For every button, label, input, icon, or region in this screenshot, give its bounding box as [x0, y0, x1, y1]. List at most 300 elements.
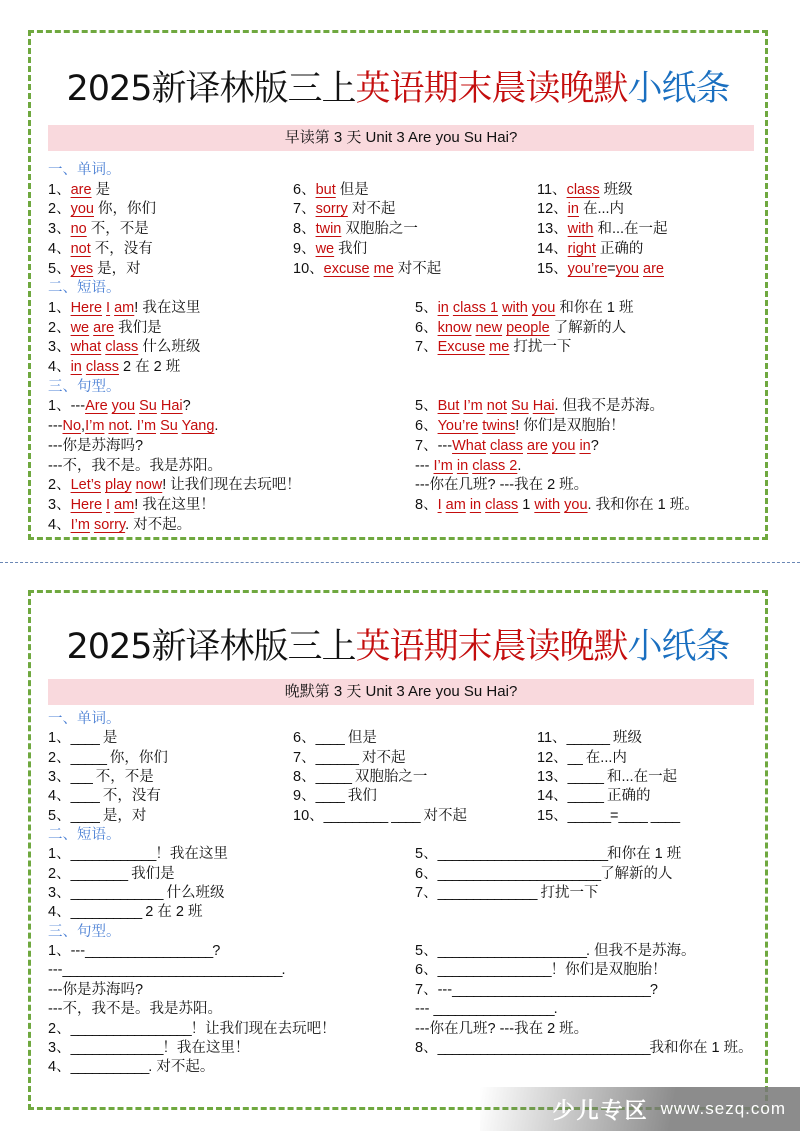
phrases-column [48, 845, 415, 922]
item-text: 什么班级 [138, 339, 201, 356]
item-text: --- [48, 418, 63, 435]
answer-blank: _____________ [70, 1039, 163, 1056]
answer-word: but [315, 181, 336, 198]
item-text: ！你们是双胞胎！ [550, 962, 667, 979]
answer-word: What [452, 437, 486, 454]
item-text: 8、 [293, 221, 316, 238]
title-black: 2025新译林版三上 [66, 627, 356, 667]
answer-word: new [475, 319, 503, 336]
item-text: ! 让我们现在去玩吧！ [162, 477, 301, 494]
item-text: 2 在 2 班 [118, 359, 181, 376]
answer-blank: ________ [70, 865, 128, 882]
words-column [48, 181, 293, 280]
item-text: 正确的 [602, 788, 651, 805]
item-text: . 对不起。 [125, 516, 192, 533]
morning-reading-card [28, 30, 768, 540]
item-text: ---你是苏海吗? [48, 437, 144, 454]
answer-word: you [552, 437, 576, 454]
item-text: 6、 [293, 730, 316, 747]
words-column [293, 181, 537, 280]
answer-word: in [70, 359, 82, 376]
item-text: . [214, 418, 219, 435]
item-text: 6、 [415, 962, 438, 979]
item-text: 4、 [48, 788, 71, 805]
word-item [537, 240, 668, 260]
item-text: 是，对 [93, 260, 141, 277]
sentence-item [48, 516, 415, 536]
word-item [48, 807, 293, 826]
item-text: 对不起 [419, 807, 468, 824]
sentence-item [48, 961, 415, 980]
item-text: --- [415, 1001, 434, 1018]
answer-word: class [85, 359, 119, 376]
answer-blank: _____________________ [437, 943, 586, 960]
item-text: 打扰一下 [509, 339, 572, 356]
answer-word: now [135, 477, 163, 494]
item-text: 你，你们 [93, 201, 156, 218]
item-text: 13、 [537, 221, 568, 238]
section-heading: 二、短语。 [48, 827, 121, 844]
answer-word: in [437, 299, 449, 316]
sentence-item [48, 1058, 415, 1077]
item-text: 我和你在 1 班。 [649, 1039, 753, 1056]
answer-word: we [70, 319, 90, 336]
word-item [293, 220, 537, 240]
item-text: 1、--- [48, 943, 86, 960]
answer-word: people [506, 319, 550, 336]
card-content [48, 710, 758, 1078]
sentence-item [415, 437, 699, 457]
item-text: 正确的 [595, 240, 644, 257]
item-text: . 对不起。 [148, 1059, 215, 1076]
sentences-grid [48, 397, 758, 535]
answer-word: But [437, 398, 460, 415]
answer-blank: _____ [567, 788, 603, 805]
answer-word: with [534, 496, 561, 513]
item-text: 1 [518, 496, 535, 513]
item-text: 15、 [537, 807, 568, 824]
item-text: 8、 [415, 496, 438, 513]
answer-blank: ____________ [70, 846, 156, 863]
phrase-item [415, 299, 633, 319]
item-text: . [128, 418, 137, 435]
answer-word: me [373, 260, 394, 277]
item-text: 1、 [48, 299, 71, 316]
item-text: ! 你们是双胞胎！ [515, 418, 625, 435]
item-text: 5、 [415, 398, 438, 415]
item-text: 14、 [537, 788, 568, 805]
item-text: 双胞胎之一 [341, 221, 418, 238]
item-text: 和...在一起 [593, 221, 668, 238]
item-text: 6、 [293, 181, 316, 198]
answer-blank: ______ [567, 807, 611, 824]
item-text: 和你在 1 班 [555, 299, 634, 316]
phrase-item [48, 884, 415, 903]
word-item [537, 200, 668, 220]
answer-word: in [469, 496, 482, 513]
item-text: . [281, 962, 286, 979]
words-grid [48, 181, 758, 280]
answer-blank: ______________________________ [437, 1039, 650, 1056]
answer-blank: _______________________ [437, 865, 601, 882]
phrase-item [415, 884, 681, 903]
sentences-column [48, 397, 415, 535]
item-text: 1、 [48, 846, 71, 863]
item-text: 4、 [48, 1059, 71, 1076]
item-text: 1、--- [48, 398, 86, 415]
answer-word: you [531, 299, 556, 316]
answer-word: twin [315, 221, 342, 238]
item-text: 5、 [415, 846, 438, 863]
item-text: 5、 [415, 943, 438, 960]
answer-blank: __________________ [85, 943, 213, 960]
answer-blank: ______ [566, 730, 609, 747]
item-text: ---不，我不是。我是苏阳。 [48, 1001, 222, 1018]
answer-blank: _____ [70, 749, 106, 766]
word-item [293, 181, 537, 201]
answer-word: know [437, 319, 472, 336]
item-text: 7、 [415, 885, 438, 902]
item-text: 2、 [48, 1020, 71, 1037]
answer-word: class [489, 437, 523, 454]
answer-blank: ____ [618, 807, 647, 824]
section-heading: 三、句型。 [48, 923, 121, 940]
word-item [537, 807, 679, 826]
answer-word: are [527, 437, 548, 454]
answer-blank: _________ [323, 807, 388, 824]
item-text: ---你在几班? ---我在 2 班。 [415, 477, 589, 494]
sentence-item [415, 1020, 753, 1039]
word-item [537, 749, 679, 768]
phrase-item [48, 358, 415, 378]
sentence-item [48, 1039, 415, 1058]
answer-word: Su [510, 398, 529, 415]
answer-word: no [70, 221, 87, 238]
item-text: 8、 [293, 769, 316, 786]
answer-blank: ____ [70, 788, 99, 805]
item-text: 7、 [293, 749, 316, 766]
item-text: . 但我不是苏海。 [585, 943, 696, 960]
word-item [537, 181, 668, 201]
card-title [31, 61, 765, 111]
item-text: 3、 [48, 769, 71, 786]
sentence-item [415, 457, 699, 477]
item-text: 2、 [48, 319, 71, 336]
answer-word: am [114, 299, 135, 316]
watermark-logo-text: 少儿专区 [552, 1098, 649, 1124]
answer-word: excuse [323, 260, 370, 277]
phrases-column [48, 299, 415, 378]
answer-blank: __ [567, 749, 582, 766]
sentence-item [48, 417, 415, 437]
watermark [480, 1087, 800, 1131]
answer-blank: _________________ [70, 1020, 191, 1037]
answer-blank: ____ [391, 807, 420, 824]
sentence-item [415, 1039, 753, 1058]
sentences-column [48, 942, 415, 1077]
word-item [537, 768, 679, 787]
answer-word: I [106, 299, 111, 316]
answer-word: Su [139, 398, 157, 415]
item-text: . 但我不是苏海。 [554, 398, 665, 415]
answer-word: class [105, 339, 139, 356]
phrases-grid [48, 299, 758, 378]
answer-word: Hai [160, 398, 183, 415]
sentences-column [415, 397, 699, 535]
answer-word: No [62, 418, 82, 435]
answer-word: you [615, 260, 639, 277]
answer-word: I’m [70, 516, 90, 533]
item-text: 你，你们 [105, 749, 168, 766]
sentence-item [415, 1000, 753, 1019]
answer-word: you [70, 201, 94, 218]
word-item [48, 220, 293, 240]
item-text: ? [649, 981, 658, 998]
item-text: 3、 [48, 885, 71, 902]
item-text: 15、 [537, 260, 568, 277]
answer-word: Hai [532, 398, 555, 415]
word-item [537, 260, 668, 280]
phrase-item [415, 319, 633, 339]
item-text: 打扰一下 [536, 885, 599, 902]
answer-word: yes [70, 260, 94, 277]
answer-word: with [567, 221, 594, 238]
answer-blank: ____ [70, 730, 99, 747]
title-black: 2025新译林版三上 [66, 69, 356, 109]
answer-word: not [486, 398, 507, 415]
answer-blank: ___ [70, 769, 92, 786]
word-item [537, 729, 679, 748]
answer-word: Here [70, 299, 103, 316]
item-text: 班级 [608, 730, 642, 747]
sentences-grid [48, 942, 758, 1077]
answer-word: Here [70, 496, 103, 513]
phrase-item [48, 319, 415, 339]
sentence-item [48, 476, 415, 496]
word-item [293, 729, 537, 748]
card-title [31, 619, 765, 669]
item-text: 10、 [293, 260, 324, 277]
sentence-item [48, 1020, 415, 1039]
card-content [48, 161, 758, 535]
day-banner: 晚默第 3 天 Unit 3 Are you Su Hai? [48, 679, 754, 705]
phrase-item [48, 903, 415, 922]
item-text: ---你在几班? ---我在 2 班。 [415, 1020, 589, 1037]
item-text: 10、 [293, 807, 324, 824]
item-text: 5、 [48, 807, 71, 824]
item-text: ---不，我不是。我是苏阳。 [48, 457, 222, 474]
answer-word: are [70, 181, 92, 198]
item-text: 了解新的人 [600, 865, 673, 882]
words-column [537, 181, 668, 280]
answer-word: in [456, 457, 469, 474]
word-item [293, 749, 537, 768]
item-text: 对不起 [357, 749, 406, 766]
item-text: 2、 [48, 477, 71, 494]
item-text: 班级 [599, 181, 633, 198]
section-heading: 三、句型。 [48, 378, 121, 395]
title-red: 英语期末晨读晚默 [355, 627, 628, 667]
sentence-item [48, 437, 415, 457]
words-column [48, 729, 293, 826]
sentence-item [48, 981, 415, 1000]
words-column [293, 729, 537, 826]
word-item [48, 768, 293, 787]
word-item [293, 787, 537, 806]
answer-word: in [579, 437, 591, 454]
answer-word: You’re [437, 418, 479, 435]
item-text: 不，没有 [98, 788, 161, 805]
answer-word: I’m [136, 418, 157, 435]
word-item [48, 787, 293, 806]
answer-blank: ____ [315, 730, 344, 747]
answer-word: with [502, 299, 528, 316]
item-text: = [607, 260, 616, 277]
item-text: ！我在这里 [155, 846, 228, 863]
answer-blank: ______ [315, 749, 358, 766]
answer-word: we [315, 240, 335, 257]
answer-blank: ____ [315, 788, 344, 805]
item-text: 双胞胎之一 [350, 769, 428, 786]
answer-word: I’m [433, 457, 453, 474]
word-item [293, 807, 537, 826]
answer-word: Su [160, 418, 178, 435]
word-item [537, 787, 679, 806]
word-item [48, 240, 293, 260]
answer-word: class 2 [472, 457, 518, 474]
item-text: 8、 [415, 1039, 438, 1056]
answer-word: I’m [463, 398, 483, 415]
phrases-column [415, 845, 681, 922]
answer-word: play [104, 477, 132, 494]
word-item [293, 768, 537, 787]
sentence-item [48, 942, 415, 961]
item-text: 2、 [48, 749, 71, 766]
item-text: 3、 [48, 339, 71, 356]
item-text: 12、 [537, 749, 568, 766]
answer-word: you [564, 496, 588, 513]
section-heading: 一、单词。 [48, 162, 121, 178]
answer-word: Let’s [70, 477, 101, 494]
answer-word: class [485, 496, 519, 513]
item-text: 11、 [537, 181, 567, 198]
answer-word: you [111, 398, 136, 415]
answer-blank: __________ [70, 904, 142, 921]
item-text: 了解新的人 [549, 319, 627, 336]
item-text: 14、 [537, 240, 568, 257]
item-text: 对不起 [393, 260, 442, 277]
answer-blank: _______________________________ [62, 962, 282, 979]
word-item [537, 220, 668, 240]
answer-blank: _____ [567, 769, 603, 786]
item-text: = [610, 807, 619, 824]
sentence-item [415, 476, 699, 496]
answer-blank: ____ [650, 807, 680, 824]
watermark-url: www.sezq.com [660, 1099, 786, 1118]
sentence-item [415, 496, 699, 516]
item-text: 6、 [415, 865, 438, 882]
item-text: 11、 [537, 730, 567, 747]
answer-word: in [567, 201, 579, 218]
answer-blank: ________________________ [437, 846, 608, 863]
word-item [293, 200, 537, 220]
sentence-item [415, 417, 699, 437]
item-text: 5、 [415, 299, 438, 316]
item-text: 6、 [415, 418, 438, 435]
answer-blank: ____ [70, 807, 99, 824]
answer-word: I [106, 496, 111, 513]
item-text: ? [590, 437, 599, 454]
item-text: --- [48, 962, 63, 979]
phrase-item [415, 845, 681, 864]
item-text: 4、 [48, 240, 71, 257]
item-text: ? [182, 398, 191, 415]
sentence-item [48, 397, 415, 417]
item-text: 在...内 [578, 201, 625, 218]
answer-word: are [643, 260, 664, 277]
item-text: 我们是 [114, 319, 162, 336]
word-item [48, 729, 293, 748]
answer-word: Are [85, 398, 108, 415]
item-text: 7、 [293, 201, 316, 218]
section-heading: 一、单词。 [48, 711, 121, 727]
item-text: 7、--- [415, 981, 453, 998]
title-red: 英语期末晨读晚默 [355, 69, 628, 109]
item-text: 2、 [48, 865, 71, 882]
answer-word: Yang [181, 418, 215, 435]
word-item [48, 749, 293, 768]
answer-word: Excuse [437, 339, 486, 356]
answer-word: class 1 [452, 299, 499, 316]
answer-word: I [437, 496, 442, 513]
word-item [48, 181, 293, 201]
title-blue: 小纸条 [627, 69, 730, 109]
item-text: 4、 [48, 359, 71, 376]
item-text: . [517, 457, 522, 474]
item-text: ! 我在这里！ [134, 496, 215, 513]
sentences-column [415, 942, 753, 1077]
answer-word: am [445, 496, 466, 513]
item-text: 但是 [343, 730, 377, 747]
answer-blank: ________________ [437, 962, 551, 979]
sentence-item [48, 1000, 415, 1019]
item-text: 是 [98, 730, 118, 747]
day-banner: 早读第 3 天 Unit 3 Are you Su Hai? [48, 125, 754, 151]
answer-word: what [70, 339, 102, 356]
phrase-item [48, 845, 415, 864]
item-text: ? [212, 943, 221, 960]
answer-blank: ______________ [437, 885, 537, 902]
phrase-item [48, 299, 415, 319]
item-text: 9、 [293, 240, 316, 257]
item-text: ---你是苏海吗? [48, 981, 144, 998]
word-item [48, 260, 293, 280]
answer-word: right [567, 240, 596, 257]
item-text: ! 我在这里 [134, 299, 201, 316]
word-item [48, 200, 293, 220]
answer-word: am [114, 496, 135, 513]
item-text: 不，不是 [86, 221, 149, 238]
item-text: 对不起 [347, 201, 396, 218]
evening-dictation-card [28, 590, 768, 1110]
cut-line-divider [0, 562, 800, 563]
answer-word: you’re [567, 260, 608, 277]
item-text: 1、 [48, 730, 71, 747]
word-item [293, 240, 537, 260]
item-text: 3、 [48, 496, 71, 513]
item-text: 12、 [537, 201, 568, 218]
item-text: 什么班级 [162, 885, 225, 902]
